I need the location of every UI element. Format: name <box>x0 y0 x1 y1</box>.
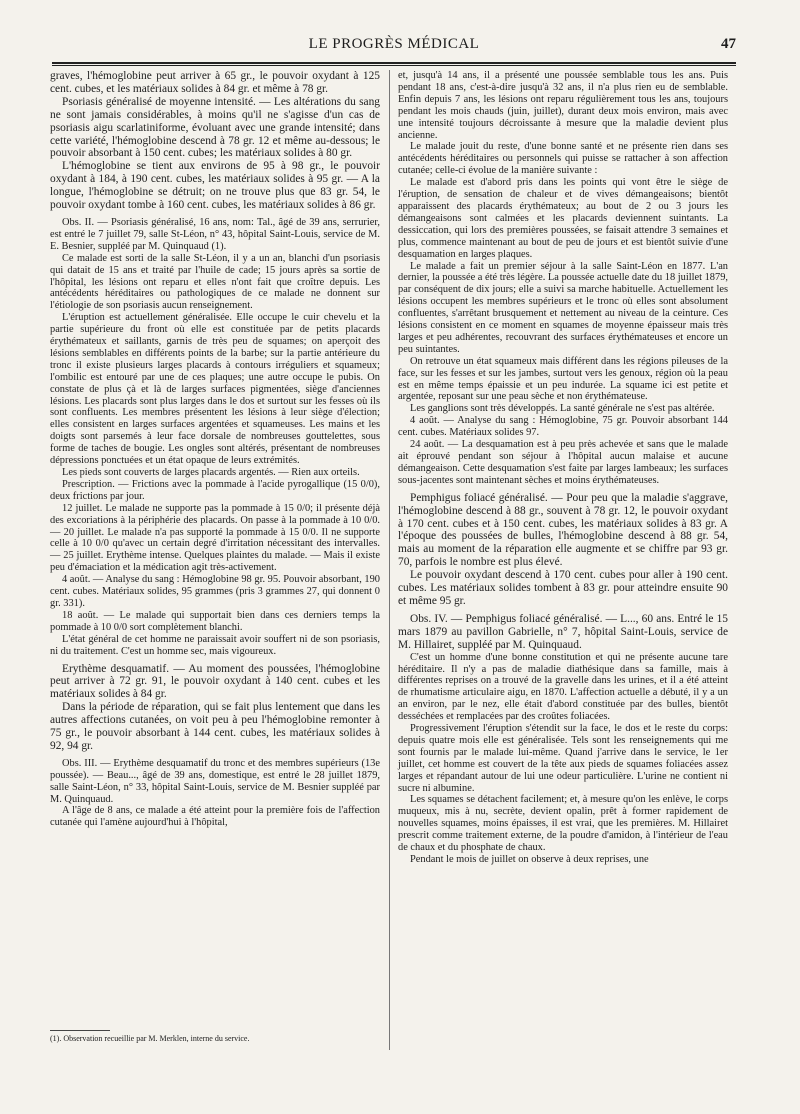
paragraph: L'hémoglobine se tient aux environs de 95 à 98 gr., le pouvoir oxydant à 184, à 190 cent. cubes, les matériaux solides à 95 gr. — A la longue, l'hémoglobine se détruit; on ne trouve plus que 83 gr. 54, le pouvoir oxydant tombe à 160 cent. cubes, les matériaux solides à 86 gr. <box>50 160 380 212</box>
paragraph: A l'âge de 8 ans, ce malade a été atteint pour la première fois de l'affection cutanée qui l'amène aujourd'hui à l'hôpital, <box>50 805 380 829</box>
paragraph: et, jusqu'à 14 ans, il a présenté une poussée semblable tous les ans. Puis pendant 18 ans, c'est-à-dire jusqu'à 32 ans, il n'a plus rien eu de semblable. Enfin depuis 7 ans, les lésions ont reparu régulièrement tous les ans, toujours pendant les mois chauds (juin, juillet), durant deux mois environ, mais avec une intensité toujours décroissante à mesure que la maladie devient plus ancienne. <box>398 70 728 141</box>
paragraph: Obs. III. — Erythème desquamatif du tronc et des membres supérieurs (13e poussée). — Beau..., âgé de 39 ans, domestique, est entré le 28 juillet 1879, salle Saint-Léon, n° 33, hôpital Saint-Louis, service de M. Besnier suppléé par M. Quinquaud. <box>50 757 380 805</box>
paragraph: L'état général de cet homme ne paraissait avoir souffert ni de son psoriasis, ni du traitement. C'est un homme sec, mais vigoureux. <box>50 633 380 657</box>
paragraph: Psoriasis généralisé de moyenne intensité. — Les altérations du sang ne sont jamais considérables, à moins qu'il ne s'agisse d'un cas de psoriasis aigu scarlatiniforme, évoluant avec une grande intensité; dans cette variété, l'hémoglobine descend à 78 gr. 12 et même au-dessous; le pouvoir absorbant à 150 cent. cubes; les matériaux solides à 80 gr. <box>50 95 380 160</box>
paragraph: Erythème desquamatif. — Au moment des poussées, l'hémoglobine peut arriver à 72 gr. 91, le pouvoir oxydant à 140 cent. cubes et les matériaux solides à 84 gr. <box>50 662 380 701</box>
paragraph: Pemphigus foliacé généralisé. — Pour peu que la maladie s'aggrave, l'hémoglobine descend à 88 gr., souvent à 78 gr. 12, le pouvoir oxydant à 170 cent. cubes et à 150 cent. cubes, les matériaux solides à 83 gr. A l'époque des poussées de bulles, l'hémoglobine descend à 88 gr. 54, mais au moment de la réparation elle augmente et se chiffre par 93 gr. 70, parfois le nombre est plus élevé. <box>398 491 728 569</box>
page-header <box>52 36 736 58</box>
paragraph: Prescription. — Frictions avec la pommade à l'acide pyrogallique (15 0/0), deux frictions par jour. <box>50 478 380 502</box>
paragraph: Obs. IV. — Pemphigus foliacé généralisé. — L..., 60 ans. Entré le 15 mars 1879 au pavillon Gabrielle, n° 7, hôpital Saint-Louis, service de M. Hillairet, suppléé par M. Quinquaud. <box>398 612 728 651</box>
paragraph: graves, l'hémoglobine peut arriver à 65 gr., le pouvoir oxydant à 125 cent. cubes, et les matériaux solides à 84 gr. et même à 78 gr. <box>50 70 380 95</box>
paragraph: Le malade jouit du reste, d'une bonne santé et ne présente rien dans ses antécédents héréditaires ou personnels qui puisse se rattacher à son affection cutanée; celle-ci évolue de la manière suivante : <box>398 141 728 177</box>
paragraph: 4 août. — Analyse du sang : Hémoglobine, 75 gr. Pouvoir absorbant 144 cent. cubes. Matériaux solides 97. <box>398 415 728 439</box>
paragraph: Pendant le mois de juillet on observe à deux reprises, une <box>410 854 649 865</box>
paragraph: Le pouvoir oxydant descend à 170 cent. cubes pour aller à 190 cent. cubes. Les matériaux solides tombent à 83 gr. pour atteindre ensuite 90 et même 95 gr. <box>398 569 728 607</box>
header-rule <box>52 62 736 66</box>
paragraph: Progressivement l'éruption s'étendit sur la face, le dos et le reste du corps: depuis quatre mois elle est généralisée. Tels sont les renseignements qui me sont fournis par le malade lui-même. Quand j'arrive dans le service, le 1er juillet, cet homme est couvert de la tête aux pieds de squames foliacées assez larges et répandant autour de lui une odeur particulière. L'urine ne contient ni sucre ni albumine. <box>398 723 728 794</box>
paragraph: Les pieds sont couverts de larges placards argentés. — Rien aux orteils. <box>62 467 360 478</box>
paragraph: 18 août. — Le malade qui supportait bien dans ces derniers temps la pommade à 10 0/0 sort complètement blanchi. <box>50 609 380 633</box>
footnote-rule <box>50 1030 110 1031</box>
paragraph: 24 août. — La desquamation est à peu près achevée et sans que le malade ait éprouvé pendant son séjour à l'hôpital aucun malaise et aucune démangeaison. Cette desquamation s'est faite par larges lambeaux; les surfaces sous-jacentes sont maintenant sèches et moins érythémateuses. <box>398 439 728 486</box>
page-number: 47 <box>721 36 736 52</box>
paragraph: Le malade est d'abord pris dans les points qui vont être le siège de l'éruption, de sensation de chaleur et de vives démangeaisons; bientôt apparaissent des placards érythémateux; au bout de 2 ou 3 jours les démangeaisons sont calmées et les placards deviennent suintants. La dessiccation, qui lors des premières poussées, se faisait attendre 3 semaines et plus, commence maintenant au bout de peu de jours et est bientôt suivie d'une desquamation en larges plaques. <box>398 177 728 260</box>
paragraph: On retrouve un état squameux mais différent dans les régions pileuses de la face, sur les fesses et sur les jambes, surtout vers les genoux, région où la peau est en même temps épaissie et un peu indurée. La squame ici est petite et argentée, reposant sur une peau sèche et non érythémateuse. <box>398 355 728 403</box>
paragraph: Dans la période de réparation, qui se fait plus lentement que dans les autres affections cutanées, on voit peu à peu l'hémoglobine remonter à 75 gr., le pouvoir absorbant à 144 cent. cubes, les matériaux solides à 92, 94 gr. <box>50 701 380 752</box>
paragraph: C'est un homme d'une bonne constitution et qui ne présente aucune tare héréditaire. Il n'y a pas de maladie diathésique dans sa famille, mais à différentes reprises on a trouvé de la gravelle dans les urines, et il a été atteint de rhumatisme articulaire aigu, en 1870. L'affection actuelle a débuté, il y a un an environ, par le nez, elle était d'abord constituée par des bulles, bientôt desséchées et remplacées par des croûtes foliacées. <box>398 651 728 723</box>
paragraph: Le malade a fait un premier séjour à la salle Saint-Léon en 1877. L'an dernier, la poussée a été très légère. La poussée actuelle date du 18 juillet 1879, par conséquent de dix jours; elle a suivi sa marche habituelle. Actuellement les lésions occupent les membres supérieurs et le tronc où elles sont absolument confluentes, s'arrêtant brusquement et nettement au niveau de la ceinture. Ces lésions consistent en ce moment en squames de moyenne épaisseur mais très larges et peu adhérentes, recouvrant des surfaces érythémateuses et encore un peu suintantes. <box>398 260 728 355</box>
paragraph: L'éruption est actuellement généralisée. Elle occupe le cuir chevelu et la partie supérieure du front où elle est constituée par de petits placards érythémateux et saillants, garnis de très peu de squames; on aperçoit des lésions semblables en différents points de la barbe; sur la partie antérieure du tronc il existe plusieurs larges placards à contours irréguliers et squameux; l'ombilic est entouré par une de ces plaques; une autre occupe le pubis. On constate de plus çà et là de larges surfaces pigmentées, siège d'anciennes lésions. Les placards sont plus larges dans le dos et surtout sur les fesses où ils sont confluents. Les membres présentent les lésions à leur siège d'élection; elles consistent en larges surfaces argentées et squameuses. Les mains et les doigts sont parsemés à leur face dorsale de nombreuses gouttelettes, sous forme de taches de bougie. Les ongles sont altérés, présentant de nombreuses dépressions ponctuées et un état opaque de leurs extrémités. <box>50 312 380 467</box>
paragraph: 12 juillet. Le malade ne supporte pas la pommade à 15 0/0; il présente déjà des excoriations à la périphérie des placards. On passe à la pommade à 10 0/0. — 20 juillet. Le malade n'a pas supporté la pommade à 15 0/0. Il ne supporte celle à 10 0/0 qu'avec un certain degré d'irritation nécessitant des intervalles. — 25 juillet. Erythème intense. Quelques plaintes du malade. — Mais il existe peu d'émaciation et la médication agit très-activement. <box>50 502 380 574</box>
paragraph: Ce malade est sorti de la salle St-Léon, il y a un an, blanchi d'un psoriasis qui datait de 15 ans et traité par l'huile de cade; 15 jours après sa sortie de l'hôpital, les lésions ont reparu et elles n'ont fait que croître depuis. Les antécédents héréditaires ou pathologiques de ce malade ne donnent sur l'étiologie de son psoriasis aucun renseignement. <box>50 252 380 312</box>
paragraph: 4 août. — Analyse du sang : Hémoglobine 98 gr. 95. Pouvoir absorbant, 190 cent. cubes. Matériaux solides, 95 grammes (pris 3 grammes 27, qui donnent 0 gr. 331). <box>50 574 380 609</box>
left-column <box>50 70 380 829</box>
footnote: (1). Observation recueillie par M. Merklen, interne du service. <box>50 1034 250 1043</box>
paragraph: Les ganglions sont très développés. La santé générale ne s'est pas altérée. <box>410 403 715 415</box>
paragraph: Les squames se détachent facilement; et, à mesure qu'on les enlève, le corps muqueux, mis à nu, secrète, devient opalin, prêt à former rapidement de nouvelles squames, moins épaisses, il est vrai, que les premières. M. Hillairet prescrit comme traitement externe, de la poudre d'amidon, à l'intérieur de l'eau de chaux et du phosphate de chaux. <box>398 794 728 854</box>
journal-title: LE PROGRÈS MÉDICAL <box>308 36 480 52</box>
column-divider <box>389 70 390 1050</box>
right-column <box>398 70 728 866</box>
paragraph: Obs. II. — Psoriasis généralisé, 16 ans, nom: Tal., âgé de 39 ans, serrurier, est entré le 7 juillet 79, salle St-Léon, n° 43, hôpital Saint-Louis, service de M. E. Besnier, suppléé par M. Quinquaud (1). <box>50 216 380 252</box>
